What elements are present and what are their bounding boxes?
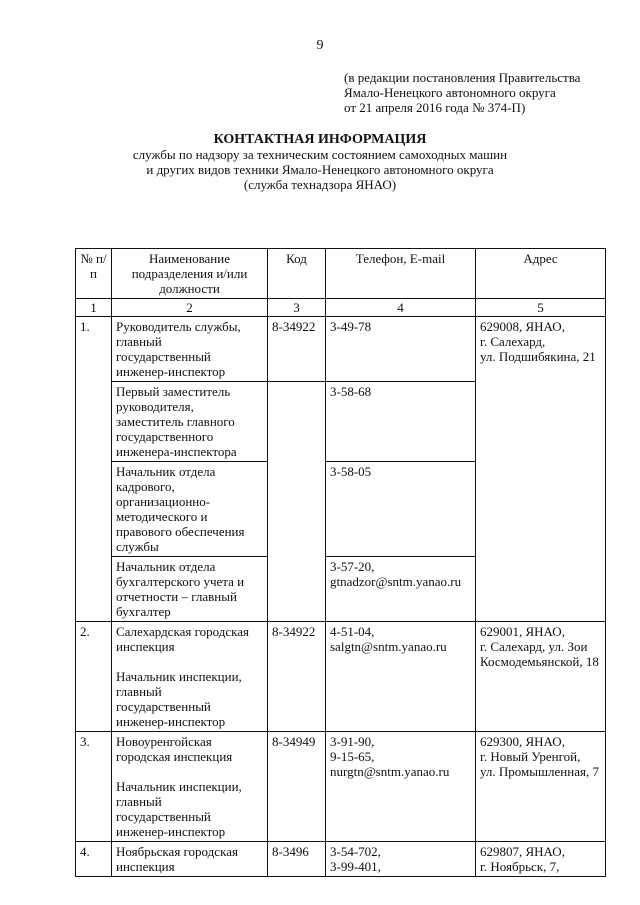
- row-number: 3.: [76, 732, 112, 842]
- text-line: инженер-инспектор: [116, 364, 226, 379]
- text-line: 3-58-05: [330, 464, 372, 479]
- spacer: [116, 654, 263, 669]
- edition-note: [344, 70, 580, 115]
- phone-email: [326, 382, 476, 462]
- text-line: 3-49-78: [330, 319, 372, 334]
- text-line: Ноябрьская городская: [116, 844, 238, 859]
- text-line: Руководитель службы,: [116, 319, 241, 334]
- text-line: 629807, ЯНАО,: [480, 844, 565, 859]
- text-line: государственного: [116, 429, 214, 444]
- edition-line: Ямало-Ненецкого автономного округа: [344, 85, 556, 100]
- document-heading: КОНТАКТНАЯ ИНФОРМАЦИЯ: [213, 132, 427, 147]
- header-phone: Телефон, E-mail: [326, 249, 476, 299]
- text-line: Начальник инспекции,: [116, 779, 242, 794]
- text-line: заместитель главного: [116, 414, 235, 429]
- header-row: [76, 249, 606, 299]
- text-line: бухгалтерского учета и: [116, 574, 245, 589]
- address: [476, 622, 606, 732]
- page-number: 9: [316, 38, 324, 53]
- text-line: Начальник инспекции,: [116, 669, 242, 684]
- edition-line: (в редакции постановления Правительства: [344, 70, 581, 85]
- email-text: gtnadzor@sntm.yanao.ru: [330, 574, 462, 589]
- phone-email: [326, 317, 476, 382]
- position-name: [112, 317, 268, 382]
- subtitle-line: (служба технадзора ЯНАО): [243, 177, 397, 192]
- text-line: инженер-инспектор: [116, 714, 226, 729]
- text-line: 629008, ЯНАО,: [480, 319, 565, 334]
- phone-email: [326, 557, 476, 622]
- text-line: 629001, ЯНАО,: [480, 624, 565, 639]
- table-row: [76, 732, 606, 842]
- row-number: 4.: [76, 842, 112, 877]
- text-line: 3-57-20,: [330, 559, 375, 574]
- text-line: 3-91-90,: [330, 734, 375, 749]
- position-name: [112, 462, 268, 557]
- address: [476, 732, 606, 842]
- address: [476, 317, 606, 622]
- phone-code-empty: [268, 382, 326, 462]
- phone-email: [326, 842, 476, 877]
- subtitle-line: службы по надзору за техническим состоянием самоходных машин: [132, 147, 508, 162]
- text-line: главный: [116, 794, 162, 809]
- text-line: 3-54-702,: [330, 844, 381, 859]
- text-line: правового обеспечения: [116, 524, 245, 539]
- phone-email: [326, 622, 476, 732]
- text-line: г. Ноябрьск, 7,: [480, 859, 560, 874]
- phone-email: [326, 732, 476, 842]
- column-numbers-row: [76, 299, 606, 317]
- text-line: Первый заместитель: [116, 384, 231, 399]
- phone-email: [326, 462, 476, 557]
- header-num: № п/п: [76, 249, 112, 299]
- text-line: 3-58-68: [330, 384, 372, 399]
- text-line: Космодемьянской, 18: [480, 654, 599, 669]
- column-number: 3: [268, 299, 326, 317]
- column-number: 5: [476, 299, 606, 317]
- text-line: главный: [116, 334, 162, 349]
- text-line: государственный: [116, 699, 211, 714]
- text-line: руководителя,: [116, 399, 194, 414]
- phone-code: 8-34922: [268, 317, 326, 382]
- text-line: инженер-инспектор: [116, 824, 226, 839]
- position-name: [112, 622, 268, 732]
- phone-code: 8-34949: [268, 732, 326, 842]
- text-line: 3-99-401,: [330, 859, 381, 874]
- text-line: инспекция: [116, 639, 175, 654]
- header-code: Код: [268, 249, 326, 299]
- text-line: Салехардская городская: [116, 624, 249, 639]
- text-line: ул. Подшибякина, 21: [480, 349, 596, 364]
- text-line: государственный: [116, 349, 211, 364]
- text-line: отчетности – главный: [116, 589, 237, 604]
- table-row: [76, 317, 606, 382]
- text-line: государственный: [116, 809, 211, 824]
- column-number: 4: [326, 299, 476, 317]
- email-text: salgtn@sntm.yanao.ru: [330, 639, 447, 654]
- contacts-table: [75, 248, 606, 877]
- table-row: [76, 622, 606, 732]
- text-line: кадрового,: [116, 479, 175, 494]
- position-name: [112, 382, 268, 462]
- text-line: ул. Промышленная, 7: [480, 764, 599, 779]
- text-line: г. Салехард,: [480, 334, 546, 349]
- text-line: Новоуренгойская: [116, 734, 212, 749]
- row-number: 2.: [76, 622, 112, 732]
- column-number: 2: [112, 299, 268, 317]
- text-line: Начальник отдела: [116, 559, 216, 574]
- position-name: [112, 842, 268, 877]
- text-line: 9-15-65,: [330, 749, 375, 764]
- phone-code: 8-34922: [268, 622, 326, 732]
- text-line: 629300, ЯНАО,: [480, 734, 565, 749]
- text-line: Начальник отдела: [116, 464, 216, 479]
- document-title: [0, 132, 640, 192]
- phone-code-empty: [268, 557, 326, 622]
- address: [476, 842, 606, 877]
- text-line: бухгалтер: [116, 604, 171, 619]
- text-line: г. Салехард, ул. Зои: [480, 639, 588, 654]
- edition-line: от 21 апреля 2016 года № 374-П): [344, 100, 526, 115]
- position-name: [112, 732, 268, 842]
- header-name: Наименование подразделения и/или должности: [112, 249, 268, 299]
- email-text: nurgtn@sntm.yanao.ru: [330, 764, 450, 779]
- column-number: 1: [76, 299, 112, 317]
- text-line: главный: [116, 684, 162, 699]
- phone-code: 8-3496: [268, 842, 326, 877]
- text-line: городская инспекция: [116, 749, 233, 764]
- text-line: методического и: [116, 509, 208, 524]
- row-number: 1.: [76, 317, 112, 622]
- subtitle-line: и других видов техники Ямало-Ненецкого автономного округа: [146, 162, 494, 177]
- text-line: организационно-: [116, 494, 211, 509]
- text-line: 4-51-04,: [330, 624, 375, 639]
- text-line: г. Новый Уренгой,: [480, 749, 581, 764]
- phone-code-empty: [268, 462, 326, 557]
- text-line: службы: [116, 539, 159, 554]
- table-row: [76, 842, 606, 877]
- spacer: [116, 764, 263, 779]
- text-line: инспекция: [116, 859, 175, 874]
- header-address: Адрес: [476, 249, 606, 299]
- position-name: [112, 557, 268, 622]
- text-line: инженера-инспектора: [116, 444, 237, 459]
